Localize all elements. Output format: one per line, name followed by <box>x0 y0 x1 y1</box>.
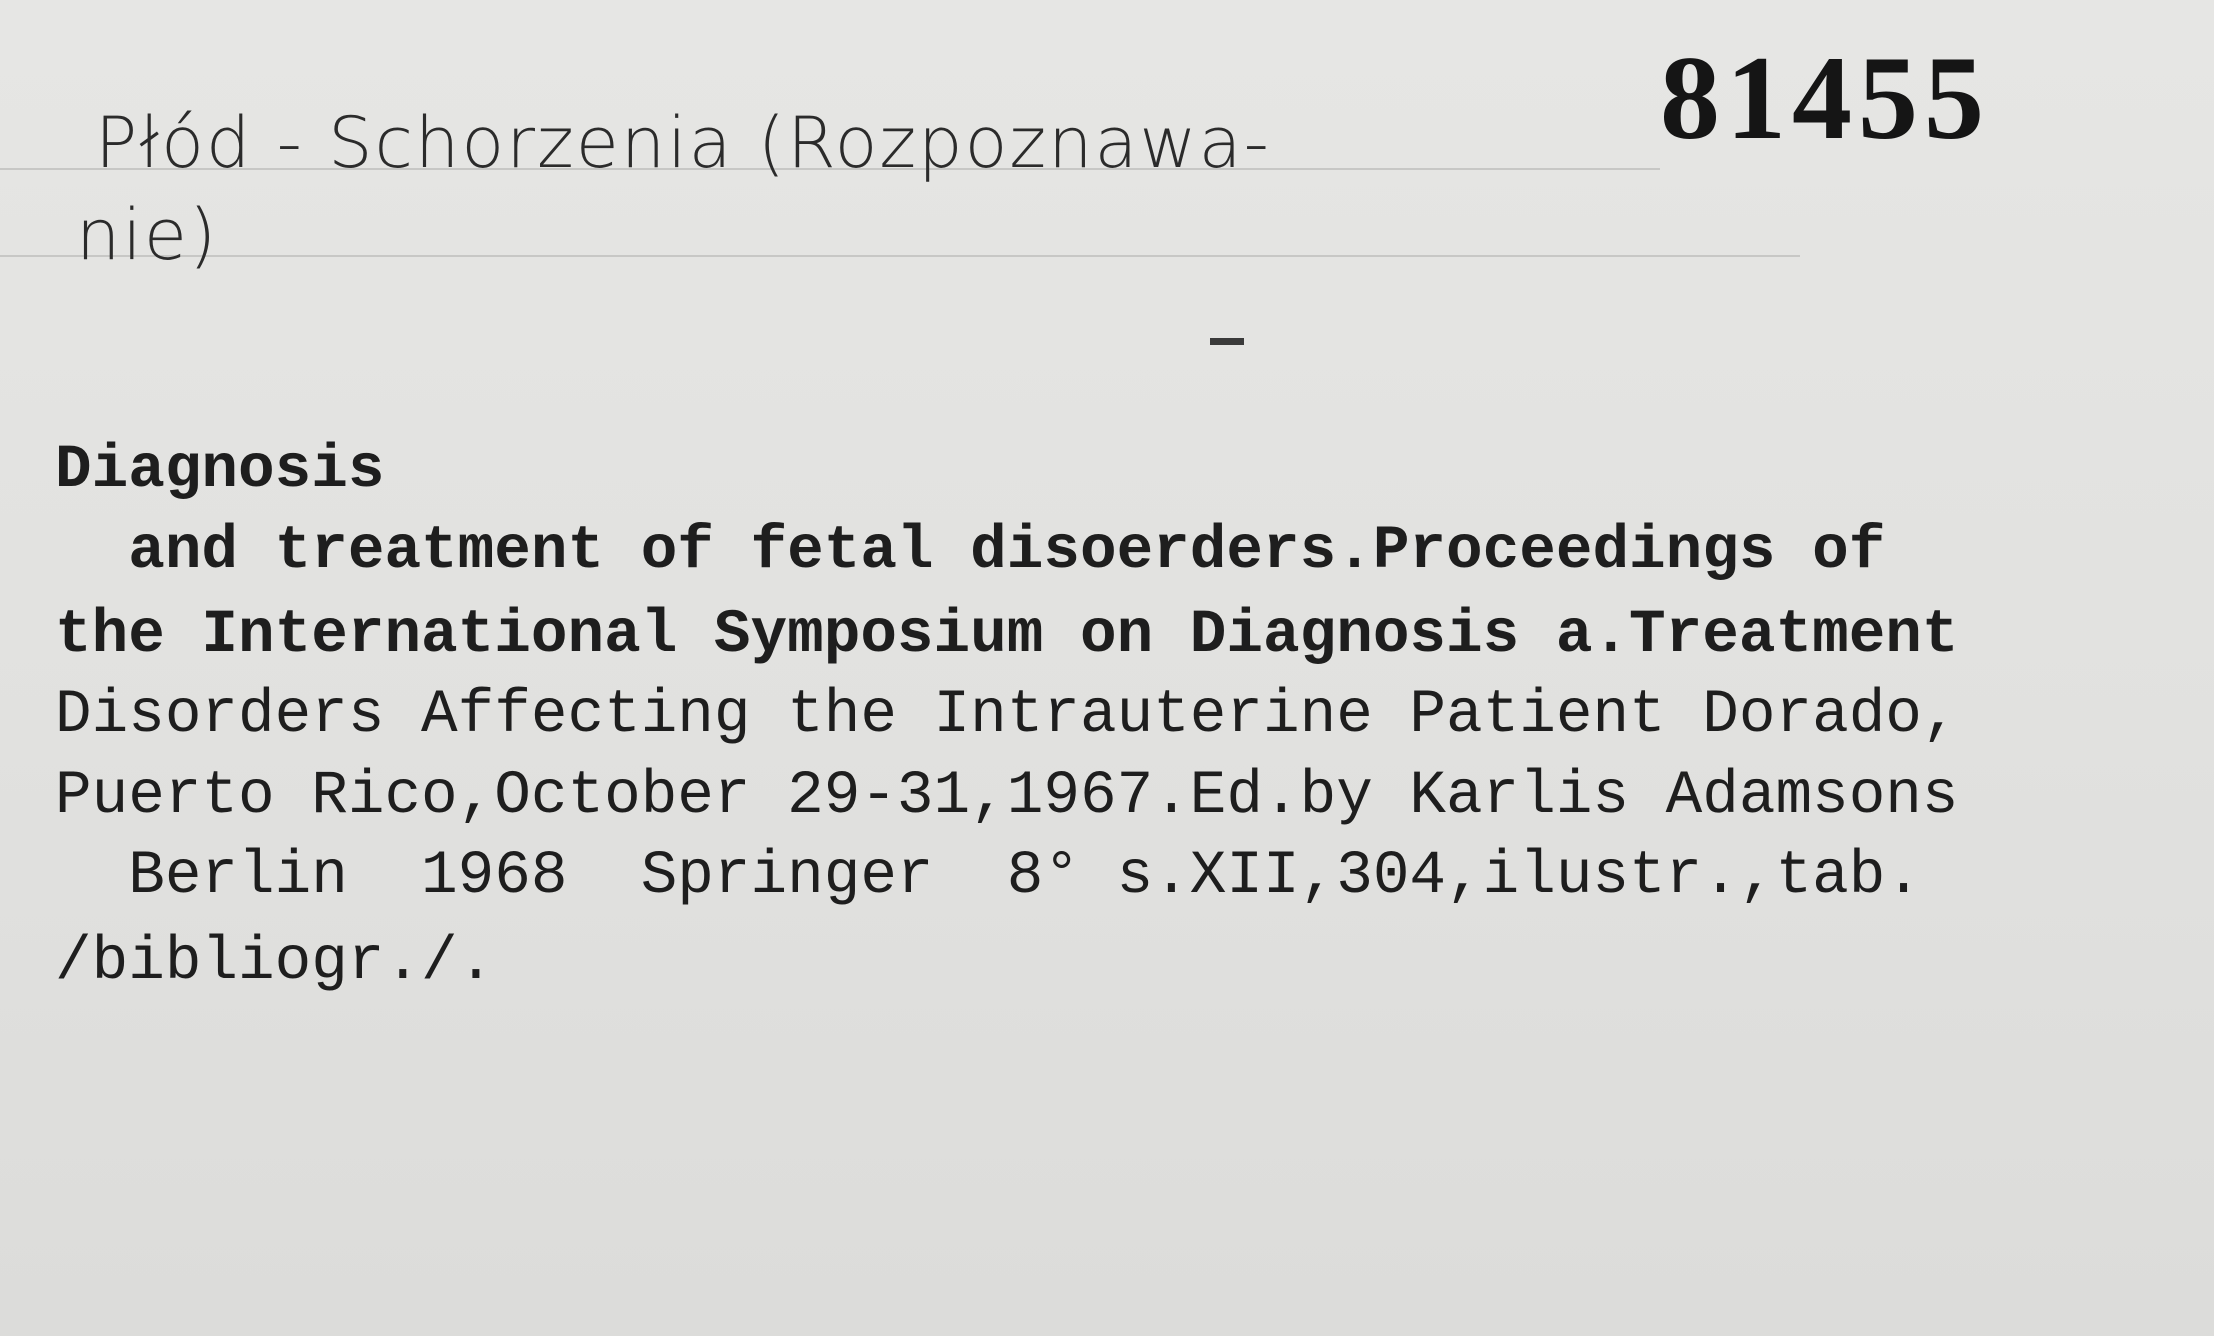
card-number: 81455 <box>1660 31 1990 164</box>
entry-line-3: Disorders Affecting the Intrauterine Patient Dorado, <box>55 681 1959 750</box>
entry-title-lead: Diagnosis <box>55 436 385 505</box>
entry-line-6: /bibliogr./. <box>55 928 495 997</box>
subject-heading-line-1: Płód - Schorzenia (Rozpoznawa- <box>95 102 1271 184</box>
dash-mark <box>1210 338 1244 345</box>
entry-line-4: Puerto Rico,October 29-31,1967.Ed.by Karlis Adamsons <box>55 762 1959 831</box>
entry-line-2: the International Symposium on Diagnosis a.Treatment <box>55 601 1959 670</box>
ruled-line <box>0 255 1800 257</box>
subject-heading-line-2: nie) <box>76 194 219 276</box>
entry-line-1: and treatment of fetal disoerders.Proceedings of <box>55 517 1886 586</box>
entry-line-5: Berlin 1968 Springer 8° s.XII,304,ilustr.,tab. <box>55 842 1922 911</box>
